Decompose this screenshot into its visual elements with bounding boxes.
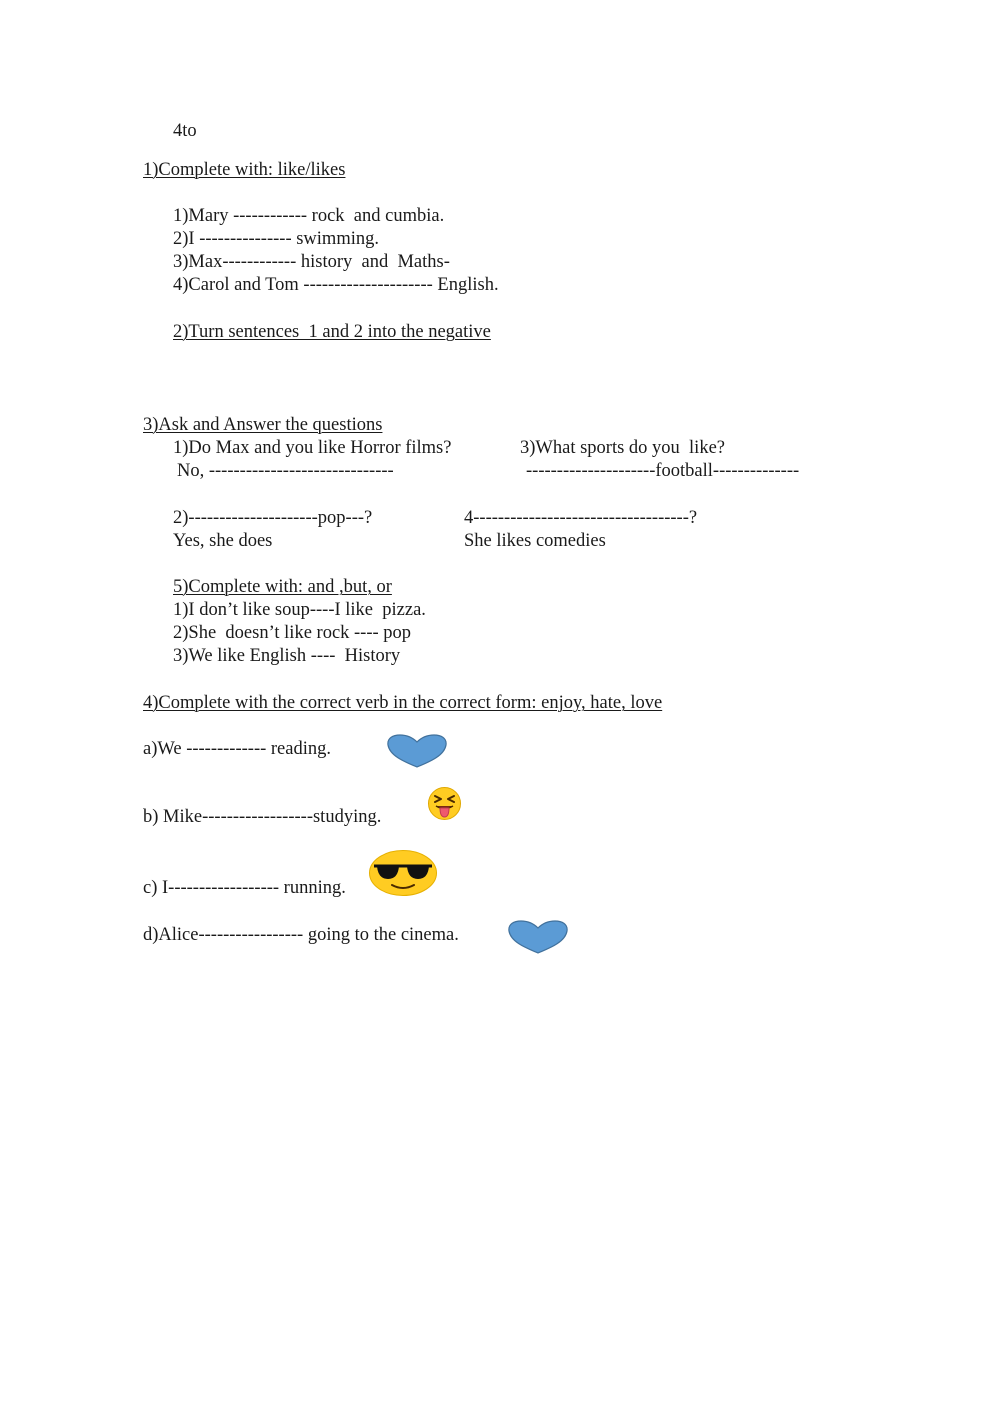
heart-icon xyxy=(386,733,448,769)
answer-4: She likes comedies xyxy=(464,531,606,551)
question-4: 4-----------------------------------? xyxy=(464,508,698,528)
section-1-item: 4)Carol and Tom --------------------- English. xyxy=(173,275,499,295)
tongue-out-emoji-icon xyxy=(427,786,462,821)
section-1-item: 1)Mary ------------ rock and cumbia. xyxy=(173,206,445,226)
question-3: 3)What sports do you like? xyxy=(520,438,725,458)
section-3-title: 3)Ask and Answer the questions xyxy=(143,415,383,435)
grade-label: 4to xyxy=(173,121,197,141)
section-4-item: d)Alice----------------- going to the cinema. xyxy=(143,925,459,945)
question-1: 1)Do Max and you like Horror films? xyxy=(173,438,452,458)
section-5-item: 1)I don’t like soup----I like pizza. xyxy=(173,600,426,620)
section-4-item: a)We ------------- reading. xyxy=(143,739,331,759)
section-1-item: 3)Max------------ history and Maths- xyxy=(173,252,450,272)
sunglasses-emoji-icon xyxy=(368,849,438,897)
section-5-item: 2)She doesn’t like rock ---- pop xyxy=(173,623,412,643)
heart-icon xyxy=(507,919,569,955)
answer-2: Yes, she does xyxy=(173,531,273,551)
section-1-item: 2)I --------------- swimming. xyxy=(173,229,379,249)
section-2-title: 2)Turn sentences 1 and 2 into the negative xyxy=(173,322,491,342)
section-4-item: b) Mike------------------studying. xyxy=(143,807,382,827)
question-2: 2)---------------------pop---? xyxy=(173,508,373,528)
section-1-title: 1)Complete with: like/likes xyxy=(143,160,346,180)
section-4-title: 4)Complete with the correct verb in the correct form: enjoy, hate, love xyxy=(143,693,663,713)
section-5-item: 3)We like English ---- History xyxy=(173,646,401,666)
section-5-title: 5)Complete with: and ,but, or xyxy=(173,577,392,597)
section-4-item: c) I------------------ running. xyxy=(143,878,346,898)
answer-3: ---------------------football-------------- xyxy=(526,461,800,481)
answer-1: No, ------------------------------ xyxy=(177,461,394,481)
